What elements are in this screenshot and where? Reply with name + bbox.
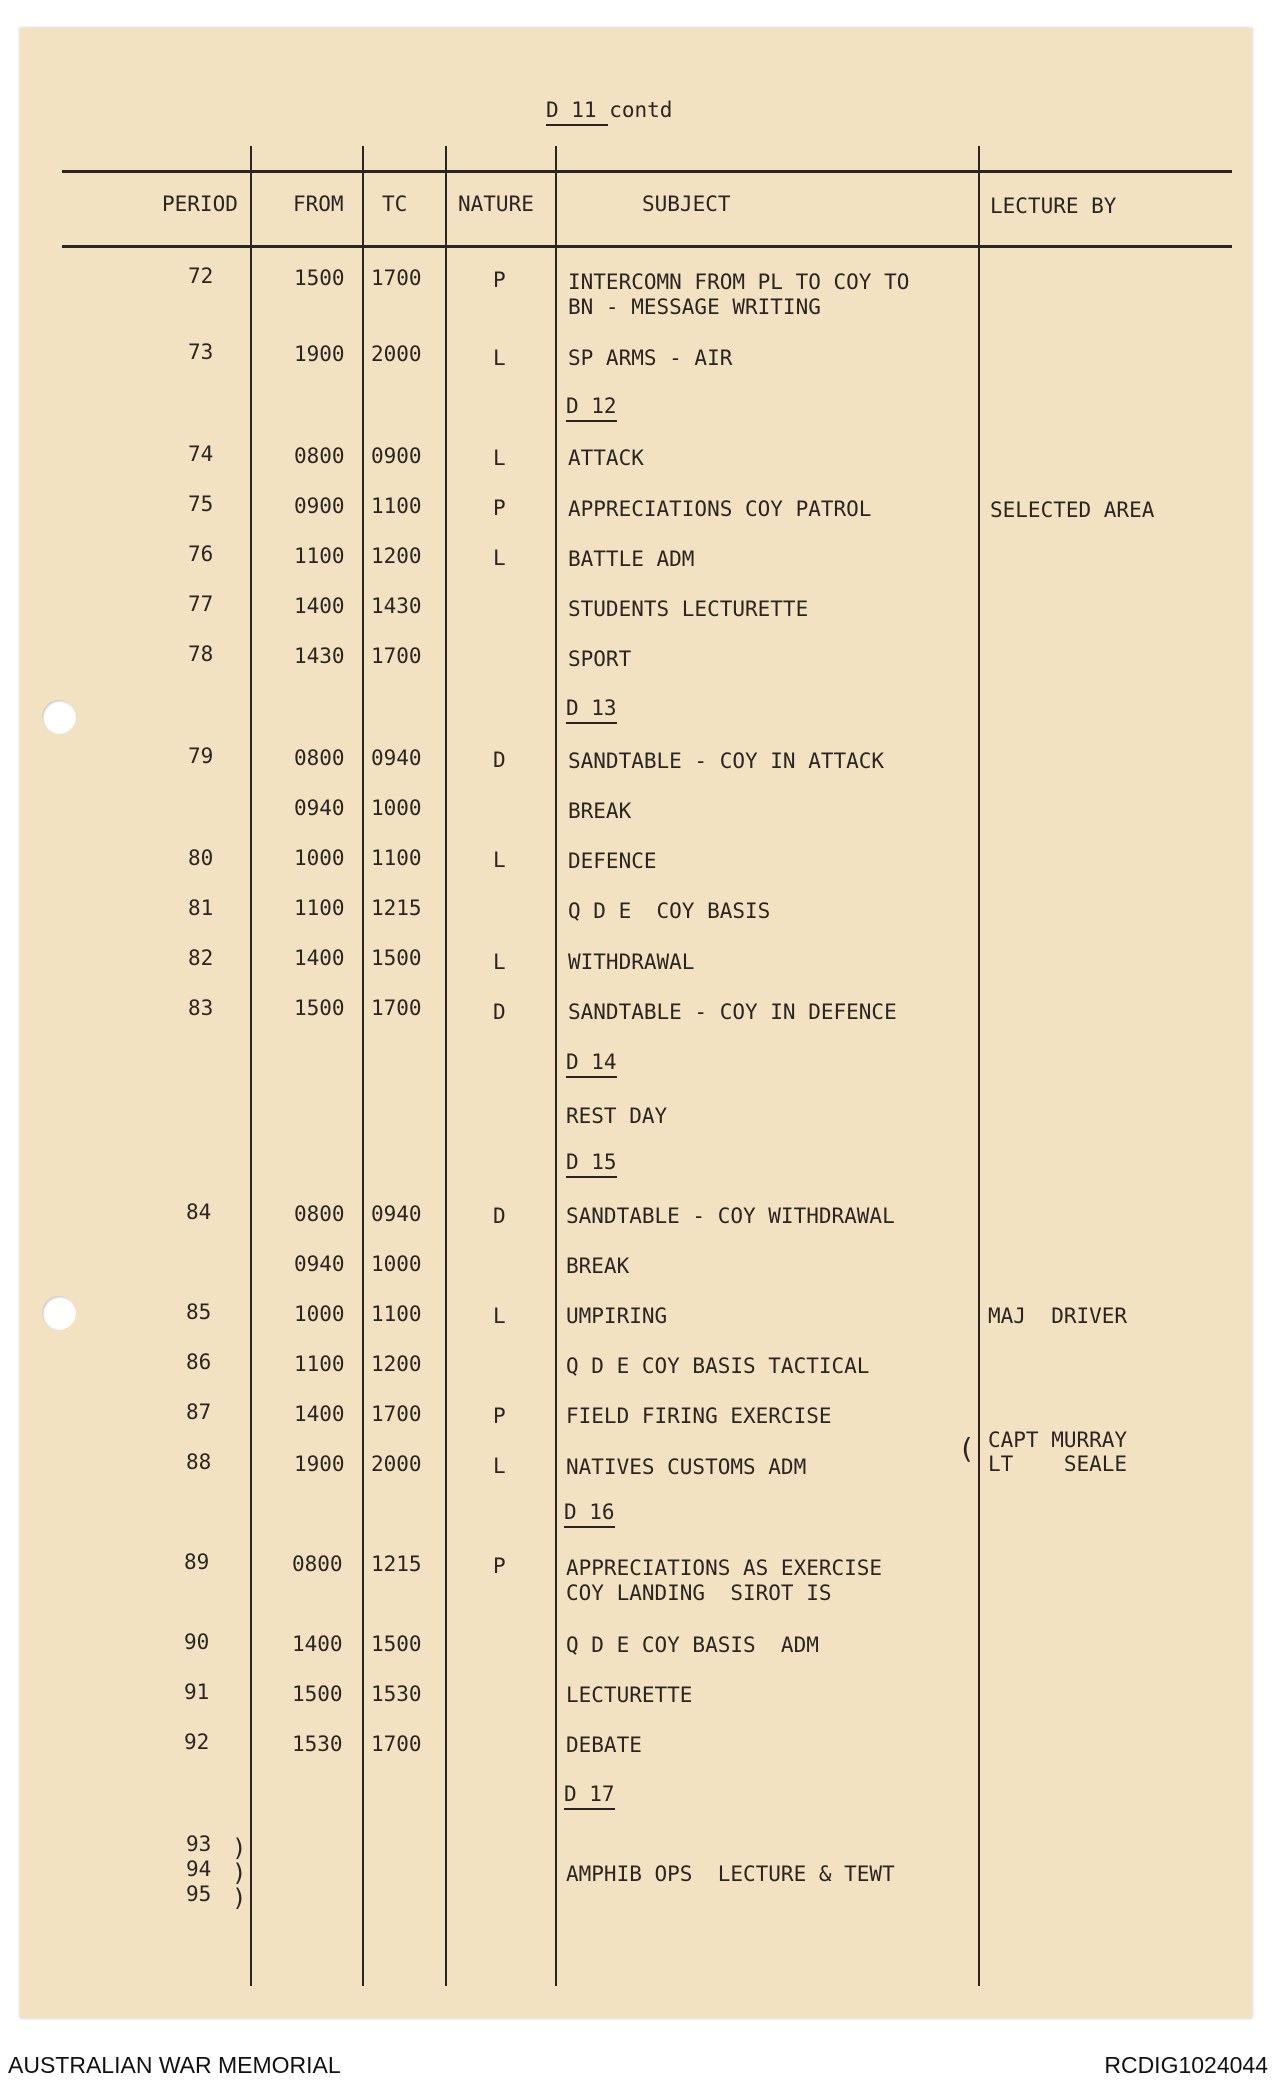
nature-cell: P (493, 496, 506, 520)
column-divider (362, 146, 364, 1986)
nature-cell: L (493, 446, 506, 470)
to-cell: 0940 (371, 746, 422, 770)
punch-hole-bottom (42, 1296, 76, 1330)
nature-cell: P (493, 268, 506, 292)
subject-cell: STUDENTS LECTURETTE (568, 597, 809, 621)
to-cell: 1700 (371, 996, 422, 1020)
column-divider (445, 146, 447, 1986)
header-bottom-rule (62, 245, 1232, 248)
period-cell: 85 (186, 1300, 212, 1324)
subject-cell: AMPHIB OPS LECTURE & TEWT (566, 1862, 895, 1886)
subject-cell: SANDTABLE - COY IN DEFENCE (568, 1000, 897, 1024)
to-cell: 1700 (371, 266, 422, 290)
from-cell: 1100 (294, 544, 345, 568)
from-cell: 0800 (294, 746, 345, 770)
period-cell: 82 (188, 946, 214, 970)
period-cell: 73 (188, 340, 214, 364)
period-cell: 78 (188, 642, 214, 666)
to-cell: 1430 (371, 594, 422, 618)
to-cell: 1000 (371, 796, 422, 820)
period-cell: 88 (186, 1450, 212, 1474)
period-cell: 93 94 95 (186, 1832, 212, 1906)
period-cell: 74 (188, 442, 214, 466)
lecture-by-cell: CAPT MURRAY (988, 1428, 1128, 1452)
period-cell: 91 (184, 1680, 210, 1704)
to-cell: 0940 (371, 1202, 422, 1226)
lecture-by-cell: MAJ DRIVER (988, 1304, 1128, 1328)
lecture-by-cell: SELECTED AREA (990, 498, 1155, 522)
period-cell: 79 (188, 744, 214, 768)
subject-cell: SPORT (568, 647, 632, 671)
subject-cell: LECTURETTE (566, 1683, 693, 1707)
from-cell: 1400 (294, 594, 345, 618)
header-subject: SUBJECT (642, 192, 731, 216)
subject-cell: Q D E COY BASIS TACTICAL (566, 1354, 870, 1378)
day-heading: D 15 (566, 1150, 617, 1178)
from-cell: 1400 (294, 1402, 345, 1426)
subject-cell: FIELD FIRING EXERCISE (566, 1404, 832, 1428)
from-cell: 1000 (294, 846, 345, 870)
from-cell: 1900 (294, 1452, 345, 1476)
nature-cell: L (493, 1454, 506, 1478)
period-cell: 83 (188, 996, 214, 1020)
footer-record-id: RCDIG1024044 (1104, 2052, 1268, 2078)
day-heading: D 14 (566, 1050, 617, 1078)
footer-archive-name: AUSTRALIAN WAR MEMORIAL (8, 2052, 341, 2078)
nature-cell: L (493, 848, 506, 872)
column-divider (555, 146, 557, 1986)
from-cell: 1500 (292, 1682, 343, 1706)
from-cell: 0800 (294, 444, 345, 468)
to-cell: 0900 (371, 444, 422, 468)
document-title: D 11 contd (546, 98, 673, 122)
from-cell: 1100 (294, 896, 345, 920)
to-cell: 1500 (371, 946, 422, 970)
subject-cell: SANDTABLE - COY WITHDRAWAL (566, 1204, 895, 1228)
period-cell: 76 (188, 542, 214, 566)
period-cell: 84 (186, 1200, 212, 1224)
header-lecture-by: LECTURE BY (990, 194, 1117, 218)
from-cell: 0940 (294, 796, 345, 820)
to-cell: 1700 (371, 644, 422, 668)
day-heading: D 17 (564, 1782, 615, 1810)
to-cell: 1000 (371, 1252, 422, 1276)
from-cell: 0940 (294, 1252, 345, 1276)
subject-cell: BATTLE ADM (568, 547, 695, 571)
to-cell: 1500 (371, 1632, 422, 1656)
nature-cell: L (493, 950, 506, 974)
to-cell: 1700 (371, 1732, 422, 1756)
period-cell: 72 (188, 264, 214, 288)
subject-cell: SP ARMS - AIR (568, 346, 733, 370)
to-cell: 1530 (371, 1682, 422, 1706)
to-cell: 1215 (371, 1552, 422, 1576)
day-heading: D 12 (566, 394, 617, 422)
title-underline (546, 124, 608, 126)
to-cell: 1200 (371, 1352, 422, 1376)
from-cell: 1400 (292, 1632, 343, 1656)
bracket-mark: ) ) ) (232, 1834, 247, 1912)
nature-cell: P (493, 1554, 506, 1578)
header-to: TC (382, 192, 408, 216)
table-top-rule (62, 170, 1232, 173)
punch-hole-top (42, 700, 76, 734)
period-cell: 90 (184, 1630, 210, 1654)
period-cell: 75 (188, 492, 214, 516)
nature-cell: L (493, 1304, 506, 1328)
subject-cell: APPRECIATIONS COY PATROL (568, 497, 872, 521)
period-cell: 92 (184, 1730, 210, 1754)
from-cell: 1500 (294, 266, 345, 290)
nature-cell: D (493, 1204, 506, 1228)
to-cell: 1200 (371, 544, 422, 568)
subject-cell: ATTACK (568, 446, 644, 470)
header-period: PERIOD (162, 192, 238, 216)
nature-cell: P (493, 1404, 506, 1428)
column-divider (978, 146, 980, 1986)
subject-cell: UMPIRING (566, 1304, 668, 1328)
from-cell: 0900 (294, 494, 345, 518)
period-cell: 87 (186, 1400, 212, 1424)
lecture-by-cell: LT SEALE (988, 1452, 1128, 1476)
to-cell: 1100 (371, 846, 422, 870)
nature-cell: D (493, 748, 506, 772)
period-cell: 81 (188, 896, 214, 920)
period-cell: 86 (186, 1350, 212, 1374)
bracket-mark: ( (958, 1432, 975, 1465)
header-from: FROM (293, 192, 344, 216)
to-cell: 2000 (371, 342, 422, 366)
from-cell: 0800 (292, 1552, 343, 1576)
from-cell: 1000 (294, 1302, 345, 1326)
subject-cell: BREAK (566, 1254, 630, 1278)
from-cell: 1530 (292, 1732, 343, 1756)
from-cell: 0800 (294, 1202, 345, 1226)
period-cell: 89 (184, 1550, 210, 1574)
from-cell: 1430 (294, 644, 345, 668)
subject-cell: INTERCOMN FROM PL TO COY TO BN - MESSAGE WRITING (568, 270, 910, 319)
nature-cell: L (493, 346, 506, 370)
column-divider (250, 146, 252, 1986)
subject-cell: BREAK (568, 799, 632, 823)
from-cell: 1500 (294, 996, 345, 1020)
to-cell: 1100 (371, 1302, 422, 1326)
period-cell: 80 (188, 846, 214, 870)
subject-cell: SANDTABLE - COY IN ATTACK (568, 749, 885, 773)
subject-cell: WITHDRAWAL (568, 950, 695, 974)
header-nature: NATURE (458, 192, 534, 216)
nature-cell: L (493, 546, 506, 570)
subject-cell: REST DAY (566, 1104, 668, 1128)
day-heading: D 13 (566, 696, 617, 724)
to-cell: 1700 (371, 1402, 422, 1426)
to-cell: 2000 (371, 1452, 422, 1476)
nature-cell: D (493, 1000, 506, 1024)
subject-cell: APPRECIATIONS AS EXERCISE COY LANDING SIROT IS (566, 1556, 883, 1605)
to-cell: 1100 (371, 494, 422, 518)
subject-cell: DEFENCE (568, 849, 657, 873)
subject-cell: Q D E COY BASIS ADM (566, 1633, 819, 1657)
day-heading: D 16 (564, 1500, 615, 1528)
from-cell: 1100 (294, 1352, 345, 1376)
subject-cell: NATIVES CUSTOMS ADM (566, 1455, 807, 1479)
period-cell: 77 (188, 592, 214, 616)
subject-cell: Q D E COY BASIS (568, 899, 771, 923)
from-cell: 1900 (294, 342, 345, 366)
subject-cell: DEBATE (566, 1733, 642, 1757)
to-cell: 1215 (371, 896, 422, 920)
from-cell: 1400 (294, 946, 345, 970)
